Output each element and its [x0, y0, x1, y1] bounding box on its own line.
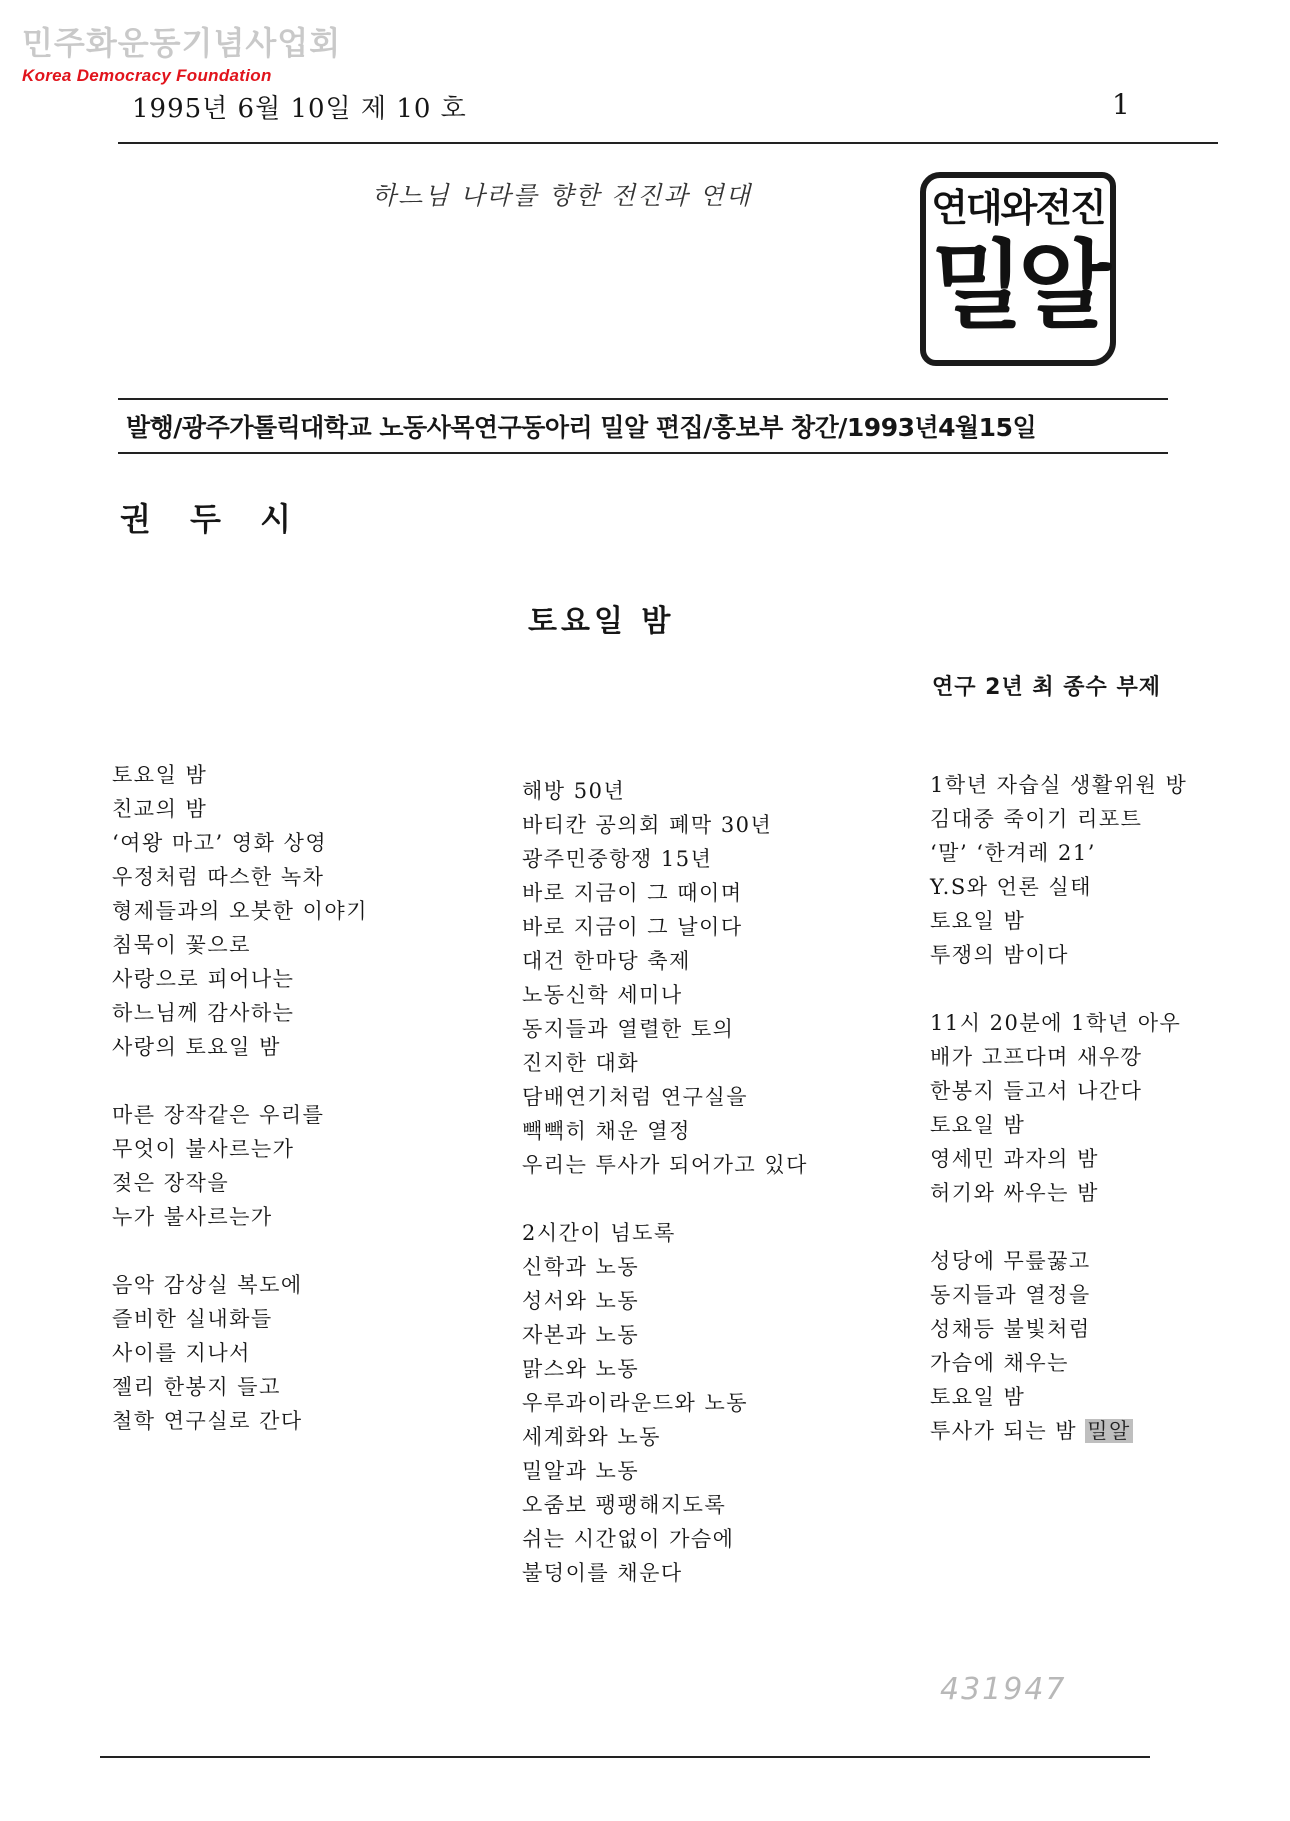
- poem-title: 토요일 밤: [528, 604, 675, 639]
- poem-line: 즐비한 실내화들: [112, 1307, 273, 1331]
- poem-line: ‘말’ ‘한겨레 21’: [930, 841, 1096, 865]
- poem-line: 11시 20분에 1학년 아우: [930, 1011, 1182, 1035]
- poem-line: 누가 불사르는가: [112, 1205, 273, 1229]
- poem-author: 연구 2년 최 종수 부제: [932, 675, 1161, 700]
- poem-line: 무엇이 불사르는가: [112, 1137, 295, 1161]
- poem-line: 성당에 무릎꿇고: [930, 1249, 1091, 1273]
- poem-line: 사랑의 토요일 밤: [112, 1035, 281, 1059]
- seal-top-text: 연대와전진: [931, 186, 1105, 230]
- poem-line: Y.S와 언론 실태: [930, 875, 1092, 899]
- poem-line: 노동신학 세미나: [522, 983, 683, 1007]
- poem-line: 담배연기처럼 연구실을: [522, 1085, 749, 1109]
- poem-line: 영세민 과자의 밤: [930, 1147, 1099, 1171]
- poem-line: 오줌보 팽팽해지도록: [522, 1493, 727, 1517]
- poem-line: 김대중 죽이기 리포트: [930, 807, 1143, 831]
- poem-line: 세계화와 노동: [522, 1425, 661, 1449]
- poem-line: 동지들과 열정을: [930, 1283, 1091, 1307]
- poem-line: 젖은 장작을: [112, 1171, 230, 1195]
- poem-line: 사이를 지나서: [112, 1341, 251, 1365]
- poem-line: 배가 고프다며 새우깡: [930, 1045, 1143, 1069]
- poem-line: 진지한 대화: [522, 1051, 640, 1075]
- publisher-line: 발행/광주가톨릭대학교 노동사목연구동아리 밀알 편집/홍보부 창간/1993년4월15일: [126, 413, 1037, 442]
- poem-line: 성서와 노동: [522, 1289, 640, 1313]
- poem-line: 토요일 밤: [930, 1113, 1026, 1137]
- poem-line: 해방 50년: [522, 779, 626, 803]
- poem-line: 쉬는 시간없이 가슴에: [522, 1527, 735, 1551]
- publisher-rule-bottom: [118, 452, 1168, 454]
- seal-name-text: 밀알: [931, 230, 1105, 342]
- poem-line: 성채등 불빛처럼: [930, 1317, 1091, 1341]
- poem-line: 2시간이 넘도록: [522, 1221, 676, 1245]
- poem-line: 바티칸 공의회 폐막 30년: [522, 813, 773, 837]
- motto: 하느님 나라를 향한 전진과 연대: [372, 181, 752, 210]
- poem-line: 철학 연구실로 간다: [112, 1409, 303, 1433]
- poem-line: 광주민중항쟁 15년: [522, 847, 713, 871]
- poem-line: 불덩이를 채운다: [522, 1561, 683, 1585]
- poem-line: 토요일 밤: [930, 1385, 1026, 1409]
- poem-line: 우리는 투사가 되어가고 있다: [522, 1153, 808, 1177]
- watermark-korean: 민주화운동기념사업회: [22, 24, 342, 62]
- poem-line: 하느님께 감사하는: [112, 1001, 295, 1025]
- poem-column-2: [522, 774, 808, 1590]
- poem-line: 투쟁의 밤이다: [930, 943, 1069, 967]
- poem-line: 젤리 한봉지 들고: [112, 1375, 281, 1399]
- stanza-break: [930, 972, 1187, 1006]
- footer-rule: [100, 1756, 1150, 1758]
- watermark-english: Korea Democracy Foundation: [22, 66, 272, 85]
- poem-line: 토요일 밤: [930, 909, 1026, 933]
- masthead-seal-logo: [920, 172, 1116, 366]
- poem-signature: 밀알: [1087, 1419, 1131, 1443]
- poem-line: 우정처럼 따스한 녹차: [112, 865, 325, 889]
- poem-line: 바로 지금이 그 날이다: [522, 915, 743, 939]
- poem-line: 대건 한마당 축제: [522, 949, 691, 973]
- poem-line: 한봉지 들고서 나간다: [930, 1079, 1143, 1103]
- poem-line: 빽빽히 채운 열정: [522, 1119, 691, 1143]
- stanza-break: [112, 1064, 368, 1098]
- poem-line: 가슴에 채우는: [930, 1351, 1069, 1375]
- publisher-rule-top: [118, 398, 1168, 400]
- poem-line: 사랑으로 피어나는: [112, 967, 295, 991]
- poem-column-3: [930, 768, 1187, 1448]
- stanza-break: [930, 1210, 1187, 1244]
- poem-line: 밀알과 노동: [522, 1459, 640, 1483]
- poem-line: 토요일 밤: [112, 763, 208, 787]
- poem-line: 동지들과 열렬한 토의: [522, 1017, 735, 1041]
- stanza-break: [112, 1234, 368, 1268]
- poem-line: 신학과 노동: [522, 1255, 640, 1279]
- poem-line: 허기와 싸우는 밤: [930, 1181, 1099, 1205]
- stanza-break: [522, 1182, 808, 1216]
- header-rule: [118, 142, 1218, 144]
- poem-line: 친교의 밤: [112, 797, 208, 821]
- poem-line: 우루과이라운드와 노동: [522, 1391, 749, 1415]
- poem-line: 투사가 되는 밤 밀알: [930, 1419, 1131, 1443]
- poem-line: 형제들과의 오붓한 이야기: [112, 899, 368, 923]
- poem-line: 마른 장작같은 우리를: [112, 1103, 325, 1127]
- poem-line: 음악 감상실 복도에: [112, 1273, 303, 1297]
- poem-line: ‘여왕 마고’ 영화 상영: [112, 831, 328, 855]
- section-heading: 권 두 시: [120, 500, 306, 538]
- poem-line: 맑스와 노동: [522, 1357, 640, 1381]
- poem-line: 자본과 노동: [522, 1323, 640, 1347]
- poem-line: 침묵이 꽃으로: [112, 933, 251, 957]
- handwritten-archive-number: 431947: [940, 1672, 1067, 1707]
- poem-line: 1학년 자습실 생활위원 방: [930, 773, 1188, 797]
- page-number: 1: [1112, 88, 1130, 121]
- poem-line: 바로 지금이 그 때이며: [522, 881, 743, 905]
- issue-date: 1995년 6월 10일 제 10 호: [132, 94, 467, 124]
- poem-column-1: [112, 758, 368, 1438]
